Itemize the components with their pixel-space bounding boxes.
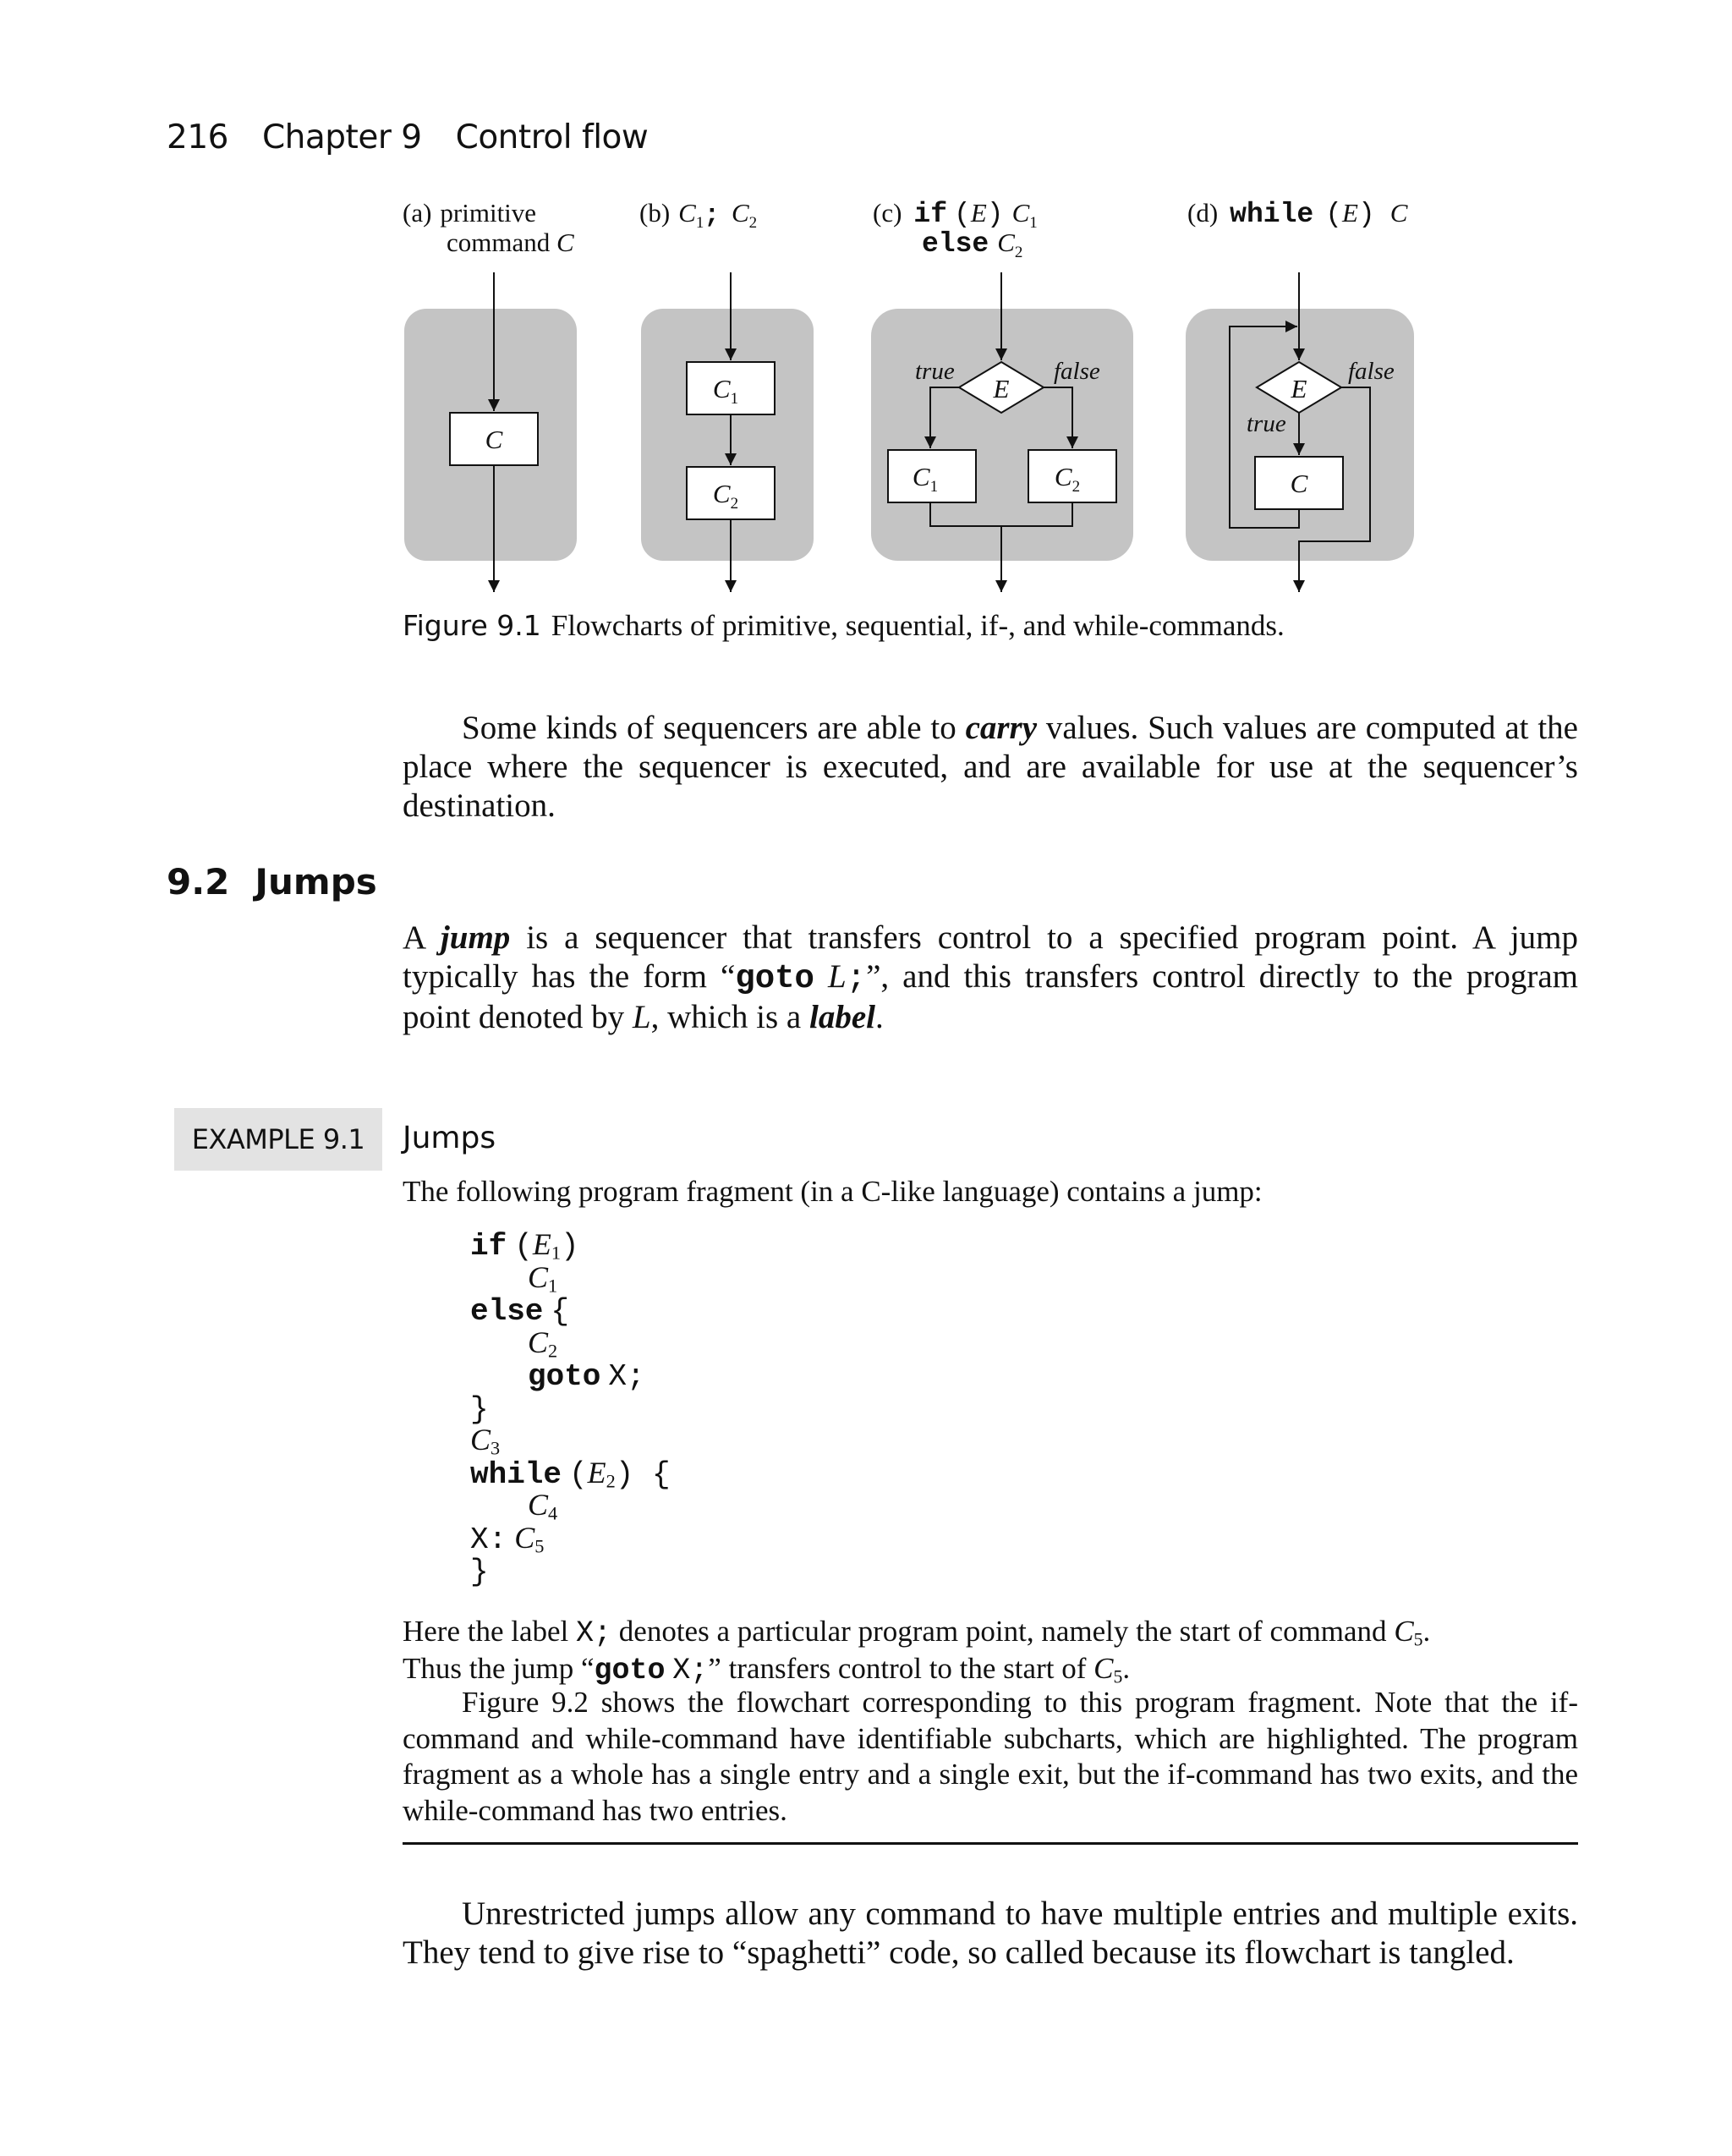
panel-d-command-label: C bbox=[1290, 469, 1308, 498]
term-jump: jump bbox=[440, 919, 511, 956]
panel-a bbox=[403, 198, 577, 592]
paragraph-jump-definition: A jump is a sequencer that transfers control to a specified program point. A jump typically has the form “goto L;”, and this transfers control directly to the program point denoted by L, which is a label. bbox=[403, 919, 1578, 1035]
svg-text:(b)C1;C2: (b) $C_1$; $C_2$ bbox=[639, 198, 758, 232]
svg-text:elseC2: else $C_2$ bbox=[922, 228, 1023, 261]
panel-d-true-label: true bbox=[1247, 410, 1286, 437]
panel-c-true-label: true bbox=[915, 358, 955, 385]
example-title: Jumps bbox=[403, 1121, 496, 1155]
paragraph-figure-9-2: Figure 9.2 shows the flowchart corresponding to this program fragment. Note that the if-command and while-command have identifiable subcharts, which are highlighted. The program fragment as a whole has a single entry and a single exit, but the if-command has two exits, and the while-command has two entries. bbox=[403, 1686, 1578, 1827]
running-head bbox=[167, 118, 648, 156]
term-carry: carry bbox=[965, 710, 1038, 746]
panel-b-command-1-label: $C_1$ bbox=[712, 374, 739, 408]
paragraph-label-explanation: Here the label X; denotes a particular program point, namely the start of command $C_5$. Thus the jump “goto X;” transfers control to the start of $C_5$. bbox=[403, 1615, 1431, 1687]
panel-a-tag: (a) bbox=[403, 198, 432, 228]
panel-a-line1: primitive bbox=[440, 198, 537, 228]
panel-d-tag: (d) bbox=[1187, 198, 1219, 228]
chapter-title: Control flow bbox=[455, 118, 649, 156]
paragraph-unrestricted-jumps: Unrestricted jumps allow any command to have multiple entries and multiple exits. They tend to give rise to “spaghetti” code, so called because its flowchart is tangled. bbox=[403, 1895, 1578, 1971]
svg-text:(a)primitive bbox=[403, 198, 536, 228]
figure-caption bbox=[403, 609, 1285, 643]
example-end-rule bbox=[403, 1842, 1578, 1845]
code-line: while $(E_2)$ { bbox=[470, 1455, 671, 1492]
panel-d-false-label: false bbox=[1348, 358, 1395, 385]
panel-b bbox=[639, 198, 814, 592]
code-line: $C_4$ bbox=[528, 1488, 558, 1524]
panel-b-tag: (b) bbox=[639, 198, 671, 228]
code-line: X: $C_5$ bbox=[470, 1520, 545, 1557]
panel-b-background bbox=[641, 309, 814, 561]
code-line: $C_3$ bbox=[470, 1423, 501, 1459]
svg-text:command C bbox=[447, 228, 574, 257]
code-line: else { bbox=[470, 1294, 570, 1329]
panel-c-command-1-label: $C_1$ bbox=[912, 462, 939, 496]
panel-d-condition: E bbox=[1291, 374, 1307, 403]
panel-c-false-label: false bbox=[1054, 358, 1100, 385]
panel-d bbox=[1186, 198, 1414, 592]
code-line: } bbox=[470, 1555, 489, 1589]
code-line: $C_2$ bbox=[528, 1325, 558, 1362]
panel-c bbox=[871, 198, 1133, 592]
panel-a-line2-var: C bbox=[556, 228, 574, 257]
figure-9-1 bbox=[397, 195, 1455, 601]
section-title: Jumps bbox=[255, 861, 377, 902]
code-line: if $(E_1)$ bbox=[470, 1227, 579, 1264]
code-listing bbox=[470, 1228, 671, 1587]
page-number: 216 bbox=[167, 118, 228, 156]
svg-text:(d)while(E)C: (d) while (E) C bbox=[1187, 198, 1408, 230]
panel-a-command-label: C bbox=[485, 425, 503, 454]
section-number: 9.2 bbox=[167, 861, 230, 902]
panel-c-command-2-label: $C_2$ bbox=[1054, 462, 1081, 496]
figure-caption-text: Flowcharts of primitive, sequential, if-, and while-commands. bbox=[551, 609, 1285, 642]
paragraph-sequencers: Some kinds of sequencers are able to carry values. Such values are computed at the place where the sequencer is executed, and are available for use at the sequencer’s destination. bbox=[403, 710, 1578, 824]
figure-caption-label: Figure 9.1 bbox=[403, 609, 541, 642]
code-line: $C_1$ bbox=[528, 1259, 558, 1297]
panel-c-tag: (c) bbox=[873, 198, 902, 228]
panel-c-condition: E bbox=[993, 374, 1010, 403]
term-label: label bbox=[808, 999, 875, 1035]
section-heading bbox=[167, 861, 377, 902]
panel-a-line2: command bbox=[447, 228, 556, 257]
example-intro: The following program fragment (in a C-like language) contains a jump: bbox=[403, 1175, 1263, 1208]
example-label: EXAMPLE 9.1 bbox=[174, 1108, 382, 1171]
svg-text:(c)if(E)C1: (c) if (E) $C_1$ bbox=[873, 198, 1038, 232]
panel-b-command-2-label: $C_2$ bbox=[712, 479, 739, 513]
code-line: goto X; bbox=[528, 1359, 645, 1394]
chapter-label: Chapter 9 bbox=[261, 118, 422, 156]
code-line: } bbox=[470, 1391, 489, 1427]
